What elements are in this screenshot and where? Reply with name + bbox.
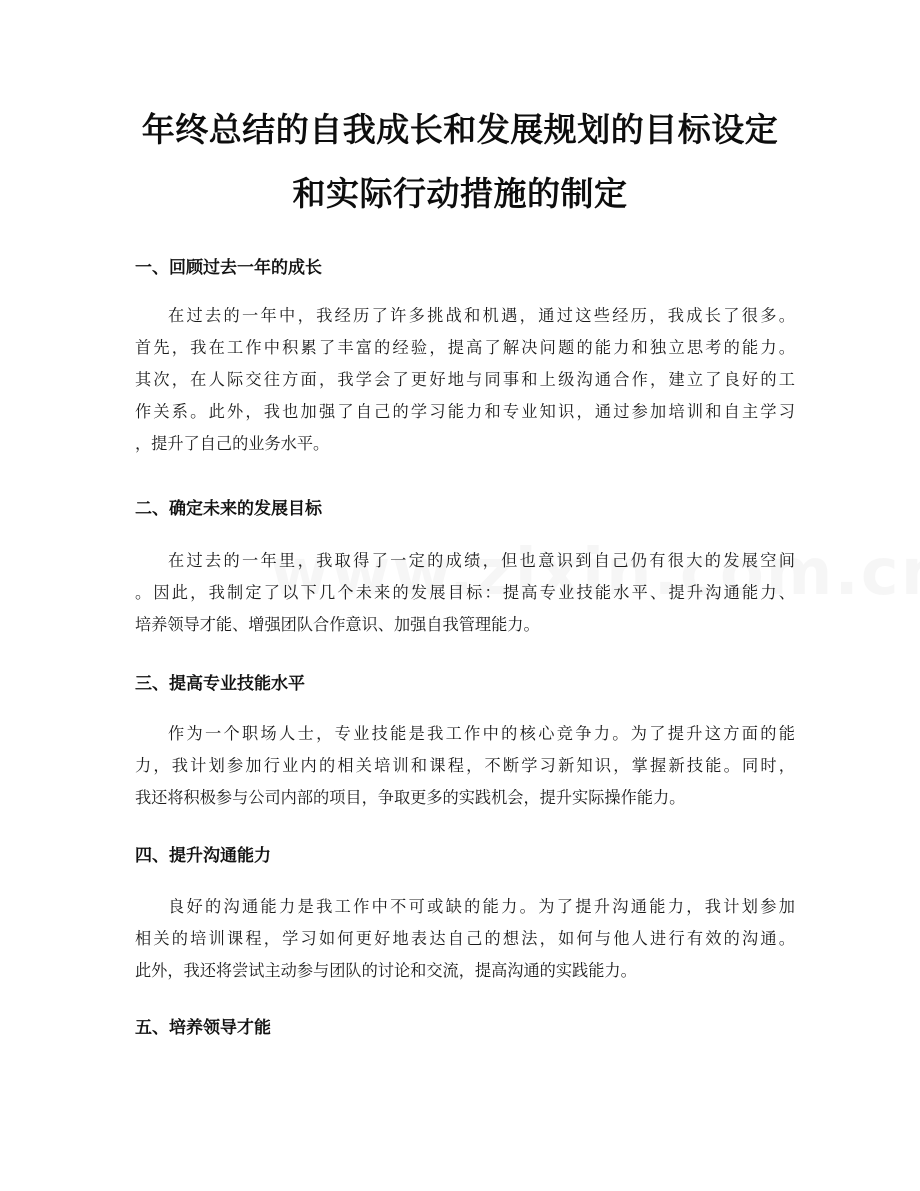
text-line: ，提升了自己的业务水平。 (135, 434, 330, 453)
text-line: 作为一个职场人士，专业技能是我工作中的核心竞争力。为了提升这方面的能 (168, 724, 795, 743)
section-heading-2: 二、确定未来的发展目标 (135, 499, 322, 519)
document-title-line-2: 和实际行动措施的制定 (292, 174, 628, 213)
text-line: 相关的培训课程，学习如何更好地表达自己的想法，如何与他人进行有效的沟通。 (135, 929, 795, 948)
text-line: 我还将积极参与公司内部的项目，争取更多的实践机会，提升实际操作能力。 (135, 788, 686, 807)
section-body-1 (135, 300, 795, 460)
text-line: 在过去的一年中，我经历了许多挑战和机遇，通过这些经历，我成长了很多。 (168, 306, 795, 325)
text-line: 作关系。此外，我也加强了自己的学习能力和专业知识，通过参加培训和自主学习 (135, 402, 795, 421)
section-heading-1: 一、回顾过去一年的成长 (135, 258, 322, 278)
text-line: 此外，我还将尝试主动参与团队的讨论和交流，提高沟通的实践能力。 (135, 961, 637, 980)
text-line: 良好的沟通能力是我工作中不可或缺的能力。为了提升沟通能力，我计划参加 (168, 897, 795, 916)
text-line: 其次，在人际交往方面，我学会了更好地与同事和上级沟通合作，建立了良好的工 (135, 370, 795, 389)
section-heading-4: 四、提升沟通能力 (135, 846, 271, 866)
section-body-2 (135, 545, 795, 641)
section-heading-3: 三、提高专业技能水平 (135, 674, 305, 694)
section-body-3 (135, 718, 795, 814)
document-title-line-1: 年终总结的自我成长和发展规划的目标设定 (141, 110, 779, 149)
text-line: 培养领导才能、增强团队合作意识、加强自我管理能力。 (135, 615, 540, 634)
text-line: 。因此，我制定了以下几个未来的发展目标：提高专业技能水平、提升沟通能力、 (135, 583, 795, 602)
text-line: 首先，我在工作中积累了丰富的经验，提高了解决问题的能力和独立思考的能力。 (135, 338, 795, 357)
text-line: 在过去的一年里，我取得了一定的成绩，但也意识到自己仍有很大的发展空间 (168, 551, 795, 570)
section-heading-5: 五、培养领导才能 (135, 1018, 271, 1038)
text-line: 力，我计划参加行业内的相关培训和课程，不断学习新知识，掌握新技能。同时， (135, 756, 795, 775)
section-body-4 (135, 891, 795, 987)
